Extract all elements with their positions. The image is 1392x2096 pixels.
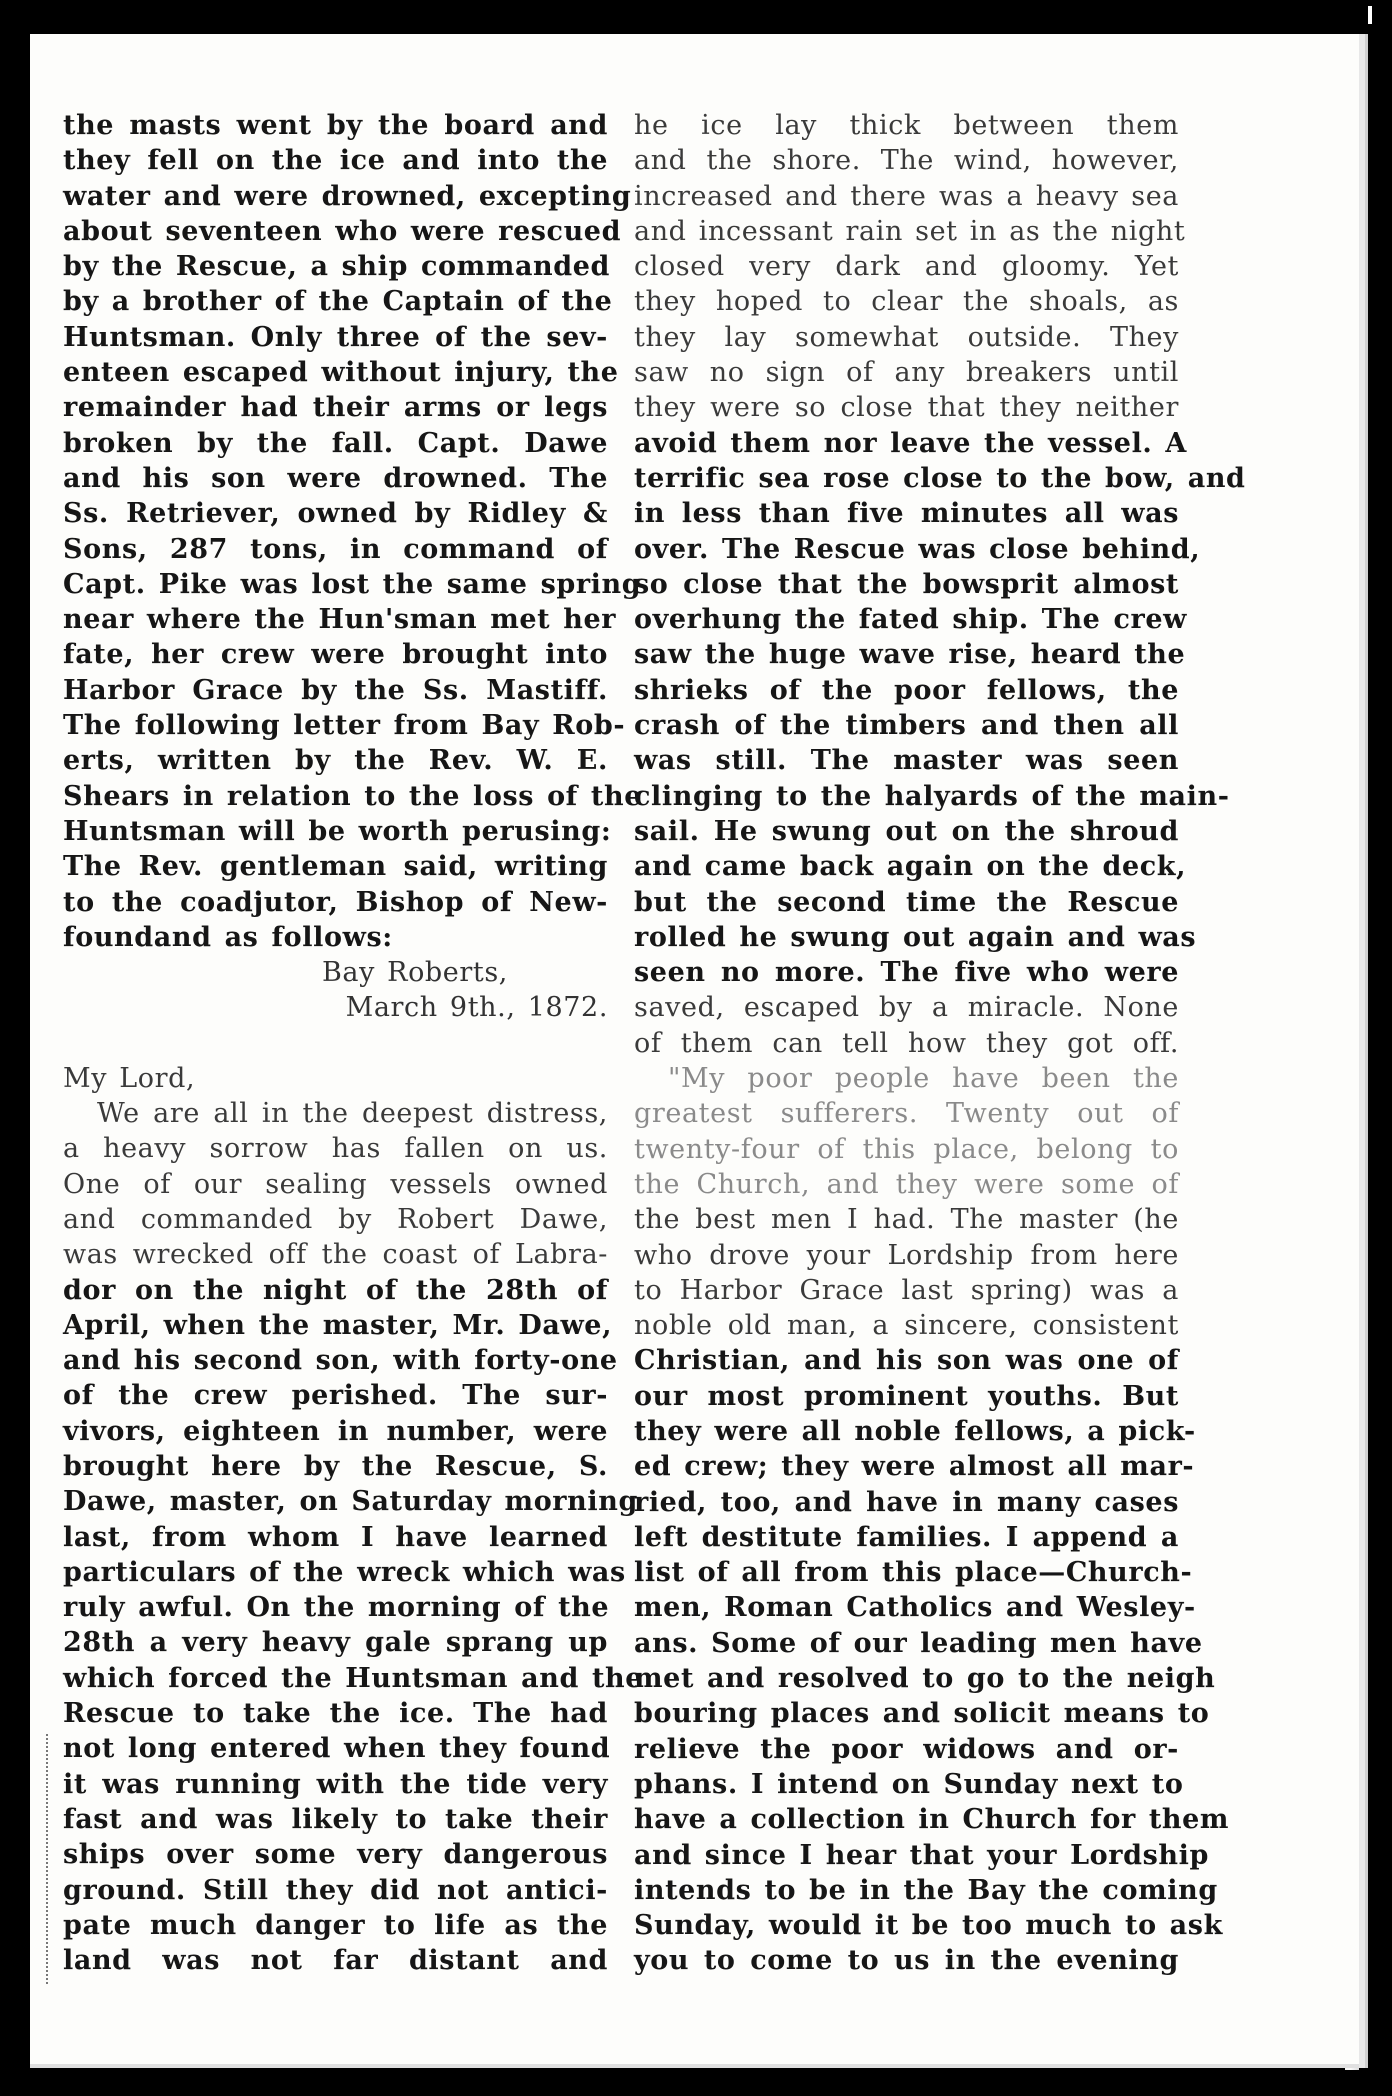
text-line: The Rev. gentleman said, writing <box>63 851 608 883</box>
document-page <box>30 34 1368 2068</box>
text-line: remainder had their arms or legs <box>63 392 608 424</box>
text-line: seen no more. The five who were <box>634 957 1179 989</box>
text-line: in less than five minutes all was <box>634 498 1179 530</box>
text-line: saw the huge wave rise, heard the <box>634 639 1186 671</box>
letter-line: 28th a very heavy gale sprang up <box>63 1627 608 1659</box>
text-line: met and resolved to go to the neigh <box>634 1663 1216 1695</box>
text-line: Ss. Retriever, owned by Ridley & <box>63 498 608 530</box>
letter-line: April, when the master, Mr. Dawe, <box>63 1309 613 1341</box>
text-line: who drove your Lordship from here <box>634 1239 1179 1271</box>
text-line: ans. Some of our leading men have <box>634 1627 1203 1659</box>
text-line: about seventeen who were rescued <box>63 215 622 247</box>
letter-line: Dawe, master, on Saturday morning <box>63 1486 638 1518</box>
text-line: Harbor Grace by the Ss. Mastiff. <box>63 674 608 706</box>
text-line: foundand as follows: <box>63 921 393 953</box>
text-line: by the Rescue, a ship commanded <box>63 251 611 283</box>
text-line: Sons, 287 tons, in command of <box>63 533 608 565</box>
text-line: and since I hear that your Lordship <box>634 1839 1209 1871</box>
text-line: saved, escaped by a miracle. None <box>634 992 1179 1024</box>
text-line: you to come to us in the evening <box>634 1945 1179 1977</box>
text-line: to Harbor Grace last spring) was a <box>634 1274 1179 1306</box>
text-line: he ice lay thick between them <box>634 110 1179 141</box>
letter-line: particulars of the wreck which was <box>63 1556 626 1588</box>
text-line: and incessant rain set in as the night <box>634 215 1186 247</box>
text-line: Huntsman will be worth perusing: <box>63 815 612 847</box>
letter-line: which forced the Huntsman and the <box>63 1662 644 1694</box>
text-line: broken by the fall. Capt. Dawe <box>63 427 608 459</box>
letter-line: ships over some very dangerous <box>63 1839 608 1871</box>
letter-line: last, from whom I have learned <box>63 1521 608 1553</box>
letter-line: was wrecked off the coast of Labra- <box>63 1239 608 1271</box>
text-line: they were so close that they neither <box>634 392 1179 424</box>
letter-line: dor on the night of the 28th of <box>63 1274 608 1306</box>
letter-line: Rescue to take the ice. The had <box>63 1698 608 1730</box>
right-column <box>634 108 1246 1979</box>
letter-line: brought here by the Rescue, S. <box>63 1450 608 1482</box>
dateline-place: Bay Roberts, <box>321 957 508 989</box>
text-line: Christian, and his son was one of <box>634 1345 1179 1377</box>
text-line: was still. The master was seen <box>634 745 1179 777</box>
text-line: list of all from this place—Church- <box>634 1557 1193 1589</box>
text-line: and the shore. The wind, however, <box>634 145 1179 177</box>
text-line: over. The Rescue was close behind, <box>634 533 1201 565</box>
text-line: ried, too, and have in many cases <box>634 1486 1179 1518</box>
text-line: bouring places and solicit means to <box>634 1698 1210 1730</box>
text-line: Shears in relation to the loss of the <box>63 780 642 812</box>
letter-line: not long entered when they found <box>63 1733 611 1765</box>
text-line: they hoped to clear the shoals, as <box>634 286 1179 318</box>
spacer <box>63 1026 608 1061</box>
text-line: ed crew; they were almost all mar- <box>634 1451 1195 1483</box>
text-line: fate, her crew were brought into <box>63 639 608 671</box>
text-line: they fell on the ice and into the <box>63 145 608 177</box>
text-line: they were all noble fellows, a pick- <box>634 1415 1196 1447</box>
text-line: they lay somewhat outside. They <box>634 321 1179 353</box>
text-line: by a brother of the Captain of the <box>63 286 613 318</box>
text-line: The following letter from Bay Rob- <box>63 710 626 742</box>
text-line: noble old man, a sincere, consistent <box>634 1310 1179 1342</box>
text-line: "My poor people have been the <box>668 1063 1179 1095</box>
text-line: so close that the bowsprit almost <box>634 568 1179 600</box>
text-line: phans. I intend on Sunday next to <box>634 1768 1184 1800</box>
letter-line: land was not far distant and <box>63 1945 608 1977</box>
text-line: greatest sufferers. Twenty out of <box>634 1098 1179 1130</box>
text-line: enteen escaped without injury, the <box>63 357 619 389</box>
text-line: Huntsman. Only three of the sev- <box>63 321 608 353</box>
dateline-date: March 9th., 1872. <box>345 992 608 1024</box>
text-line: near where the Hun'sman met her <box>63 604 617 636</box>
letter-line: a heavy sorrow has fallen on us. <box>63 1133 608 1165</box>
text-line: intends to be in the Bay the coming <box>634 1874 1218 1906</box>
text-line: crash of the timbers and then all <box>634 710 1179 742</box>
text-line: of them can tell how they got off. <box>634 1027 1179 1059</box>
text-line: relieve the poor widows and or- <box>634 1733 1179 1765</box>
text-line: saw no sign of any breakers until <box>634 357 1179 389</box>
text-line: have a collection in Church for them <box>634 1804 1230 1836</box>
text-line: increased and there was a heavy sea <box>634 180 1179 212</box>
letter-line: fast and was likely to take their <box>63 1803 608 1835</box>
text-line: left destitute families. I append a <box>634 1521 1179 1553</box>
text-line: rolled he swung out again and was <box>634 921 1197 953</box>
corner-mark <box>1368 6 1372 24</box>
letter-line: ground. Still they did not antici- <box>63 1874 608 1906</box>
text-line: the best men I had. The master (he <box>634 1204 1179 1236</box>
text-line: erts, written by the Rev. W. E. <box>63 745 608 777</box>
letter-line: it was running with the tide very <box>63 1768 608 1800</box>
text-line: our most prominent youths. But <box>634 1380 1179 1412</box>
text-line: men, Roman Catholics and Wesley- <box>634 1592 1196 1624</box>
text-line: closed very dark and gloomy. Yet <box>634 251 1179 283</box>
text-line: Capt. Pike was lost the same spring <box>63 568 642 600</box>
text-line: shrieks of the poor fellows, the <box>634 674 1179 706</box>
text-line: clinging to the halyards of the main- <box>634 780 1230 812</box>
text-line: the masts went by the board and <box>63 110 608 141</box>
left-column <box>63 108 644 1978</box>
text-line: and his son were drowned. The <box>63 462 608 494</box>
text-line: the Church, and they were some of <box>634 1168 1179 1200</box>
text-line: avoid them nor leave the vessel. A <box>634 427 1187 459</box>
text-line: Sunday, would it be too much to ask <box>634 1910 1223 1942</box>
letter-line: pate much danger to life as the <box>63 1909 608 1941</box>
salutation: My Lord, <box>63 1062 196 1094</box>
letter-line: ruly awful. On the morning of the <box>63 1592 610 1624</box>
text-line: terrific sea rose close to the bow, and <box>634 462 1246 494</box>
letter-line: vivors, eighteen in number, were <box>63 1415 608 1447</box>
margin-rule <box>30 1734 48 1984</box>
letter-line: and commanded by Robert Dawe, <box>63 1203 608 1235</box>
letter-line: One of our sealing vessels owned <box>63 1168 608 1200</box>
text-line: but the second time the Rescue <box>634 886 1179 918</box>
text-line: water and were drowned, excepting <box>63 180 632 212</box>
letter-line: and his second son, with forty-one <box>63 1345 618 1377</box>
text-line: to the coadjutor, Bishop of New- <box>63 886 608 918</box>
letter-line: of the crew perished. The sur- <box>63 1380 608 1412</box>
text-line: twenty-four of this place, belong to <box>634 1133 1179 1165</box>
text-line: sail. He swung out on the shroud <box>634 815 1179 847</box>
text-line: and came back again on the deck, <box>634 851 1187 883</box>
text-line: overhung the fated ship. The crew <box>634 604 1187 636</box>
letter-line: We are all in the deepest distress, <box>97 1098 608 1130</box>
